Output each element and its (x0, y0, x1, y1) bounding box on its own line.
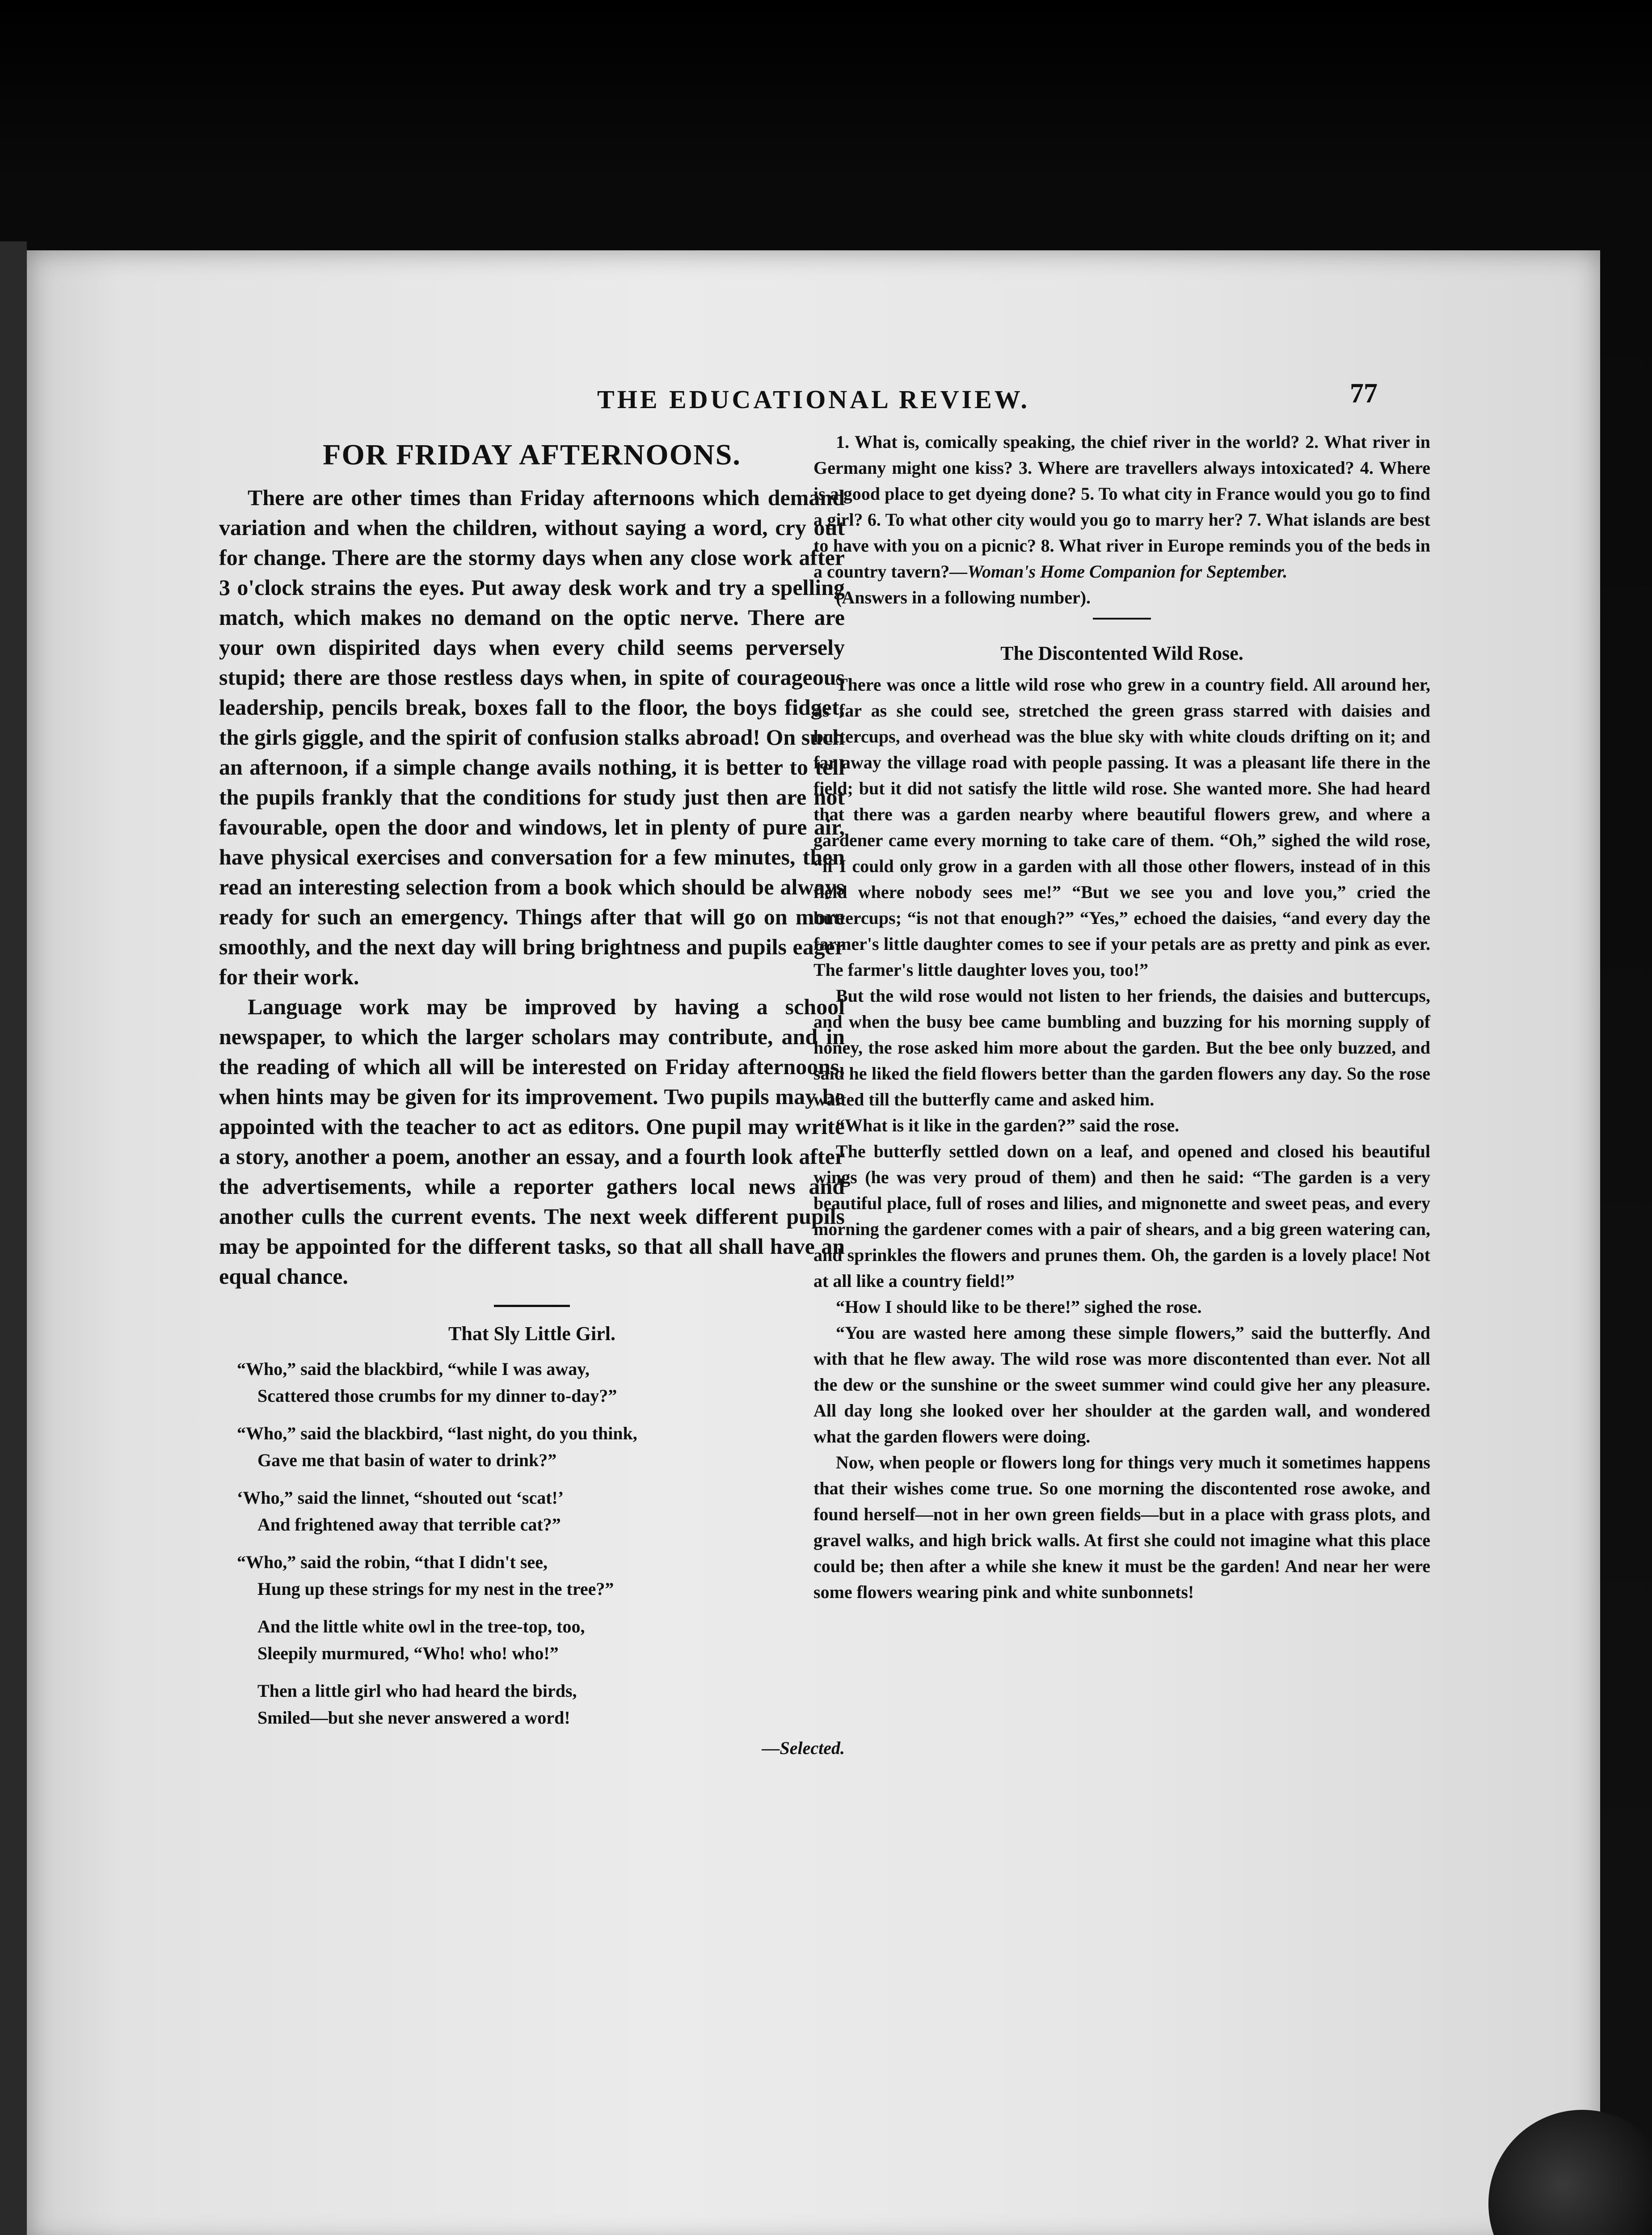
story-paragraph: There was once a little wild rose who grew in a country field. All around her, as far as she could see, stretched the green grass starred with daisies and buttercups, and overhead was the blue sky with white clouds drifting on it; and far away the village road with people passing. It was a pleasant life there in the field; but it did not satisfy the little wild rose. She wanted more. She had heard that there was a garden nearby where beautiful flowers grew, and where a gardener came every morning to take care of them. “Oh,” sighed the wild rose, “if I could only grow in a garden with all those other flowers, instead of in this field where nobody sees me!” “But we see you and love you,” cried the buttercups; “is not that enough?” “Yes,” echoed the daisies, “and every day the farmer's little daughter comes to see if your petals are as pretty and pink as ever. The farmer's little daughter loves you, too!” (813, 675, 1430, 980)
poem-line: And frightened away that terrible cat?” (257, 1514, 561, 1535)
riddles-text: 1. What is, comically speaking, the chief river in the world? 2. What river in Germany might one kiss? 3. Where are travellers always intoxicated? 4. Where is a good place to get dyeing done? 5. To what city in France would you go to find a girl? 6. To what other city would you go to marry her? 7. What islands are best to have with you on a picnic? 8. What river in Europe reminds you of the beds in a country tavern? (813, 432, 1430, 582)
poem-line: And the little white owl in the tree-top, too, (257, 1616, 585, 1636)
divider (1093, 618, 1151, 620)
poem-line: Sleepily murmured, “Who! who! who!” (257, 1643, 559, 1663)
right-column (813, 429, 1430, 1605)
poem-line: Smiled—but she never answered a word! (257, 1708, 570, 1728)
poem-stanza (237, 1678, 845, 1731)
story-paragraph: “What is it like in the garden?” said the rose. (836, 1115, 1180, 1135)
page-number: 77 (1350, 378, 1378, 409)
poem-title: That Sly Little Girl. (448, 1323, 615, 1345)
paragraph: There are other times than Friday afternoons which demand variation and when the children, without saying a word, cry out for change. There are the stormy days when any close work after 3 o'clock strains the eyes. Put away desk work and try a spelling match, which makes no demand on the optic nerve. There are your own dispirited days when every child seems perversely stupid; there are those restless days when, in spite of courageous leadership, pencils break, boxes fall to the floor, the boys fidget, the girls giggle, and the spirit of confusion stalks abroad! On such an afternoon, if a simple change avails nothing, it is better to tell the pupils frankly that the conditions for study just then are not favourable, open the door and windows, let in plenty of pure air, have physical exercises and conversation for a few minutes, then read an interesting selection from a book which should be always ready for such an emergency. Things after that will go on more smoothly, and the next day will bring brightness and pupils eager for their work. (219, 485, 845, 989)
poem-line: “Who,” said the blackbird, “while I was away, (237, 1359, 590, 1379)
story-paragraph: “You are wasted here among these simple flowers,” said the butterfly. And with that he flew away. The wild rose was more discontented than ever. Not all the dew or the sunshine or the sweet summer wind could give her any pleasure. All day long she looked over her shoulder at the garden wall, and wondered what the garden flowers were doing. (813, 1323, 1430, 1446)
poem-stanza (237, 1420, 845, 1474)
riddles-paragraph (813, 429, 1430, 585)
poem-line: “Who,” said the blackbird, “last night, do you think, (237, 1423, 637, 1443)
answers-note: (Answers in a following number). (836, 587, 1091, 607)
story-title: The Discontented Wild Rose. (1000, 642, 1243, 664)
story-paragraph: But the wild rose would not listen to her friends, the daisies and buttercups, and when the busy bee came bumbling and buzzing for his morning supply of honey, the rose asked him more about the garden. But the bee only buzzed, and said he liked the field flowers better than the garden flowers any day. So the rose waited till the butterfly came and asked him. (813, 986, 1430, 1109)
poem-line: ‘Who,” said the linnet, “shouted out ‘scat!’ (237, 1488, 564, 1508)
story-paragraph: Now, when people or flowers long for things very much it sometimes happens that their wishes come true. So one morning the discontented rose awoke, and found herself—not in her own green fields—but in a place with grass plots, and gravel walks, and high brick walls. At first she could not imagine what this place could be; then after a while she knew it must be the garden! And near her were some flowers wearing pink and white sunbonnets! (813, 1452, 1430, 1602)
section-title: FOR FRIDAY AFTERNOONS. (323, 439, 741, 471)
poem-line: Scattered those crumbs for my dinner to-day?” (257, 1386, 617, 1406)
running-title: THE EDUCATIONAL REVIEW. (597, 385, 1030, 414)
poem-stanza (237, 1549, 845, 1602)
poem-attribution: —Selected. (762, 1738, 845, 1758)
left-column (219, 438, 845, 1758)
paragraph: Language work may be improved by having a school newspaper, to which the larger scholars may contribute, and in the reading of which all will be interested on Friday afternoons, when hints may be given for its improvement. Two pupils may be appointed with the teacher to act as editors. One pupil may write a story, another a poem, another an essay, and a fourth look after the advertisements, while a reporter gathers local news and another culls the current events. The next week different pupils may be appointed for the different tasks, so that all shall have an equal chance. (219, 994, 845, 1289)
page-binding-edge (0, 241, 27, 2235)
poem-line: Hung up these strings for my nest in the tree?” (257, 1579, 614, 1599)
poem-line: Gave me that basin of water to drink?” (257, 1450, 557, 1470)
riddles-source: —Woman's Home Companion for September. (949, 561, 1288, 582)
story-paragraph: The butterfly settled down on a leaf, and opened and closed his beautiful wings (he was very proud of them) and then he said: “The garden is a very beautiful place, full of roses and lilies, and mignonette and sweet peas, and every morning the gardener comes with a pair of shears, and a big green watering can, and sprinkles the flowers and prunes them. Oh, the garden is a lovely place! Not at all like a country field!” (813, 1141, 1430, 1291)
poem-line: Then a little girl who had heard the birds, (257, 1681, 577, 1701)
poem-stanza (237, 1356, 845, 1409)
divider (494, 1305, 570, 1307)
poem-line: “Who,” said the robin, “that I didn't see, (237, 1552, 548, 1572)
story-paragraph: “How I should like to be there!” sighed the rose. (836, 1297, 1202, 1317)
poem-stanza (237, 1613, 845, 1667)
poem-stanza (237, 1484, 845, 1538)
document-page (27, 250, 1600, 2235)
